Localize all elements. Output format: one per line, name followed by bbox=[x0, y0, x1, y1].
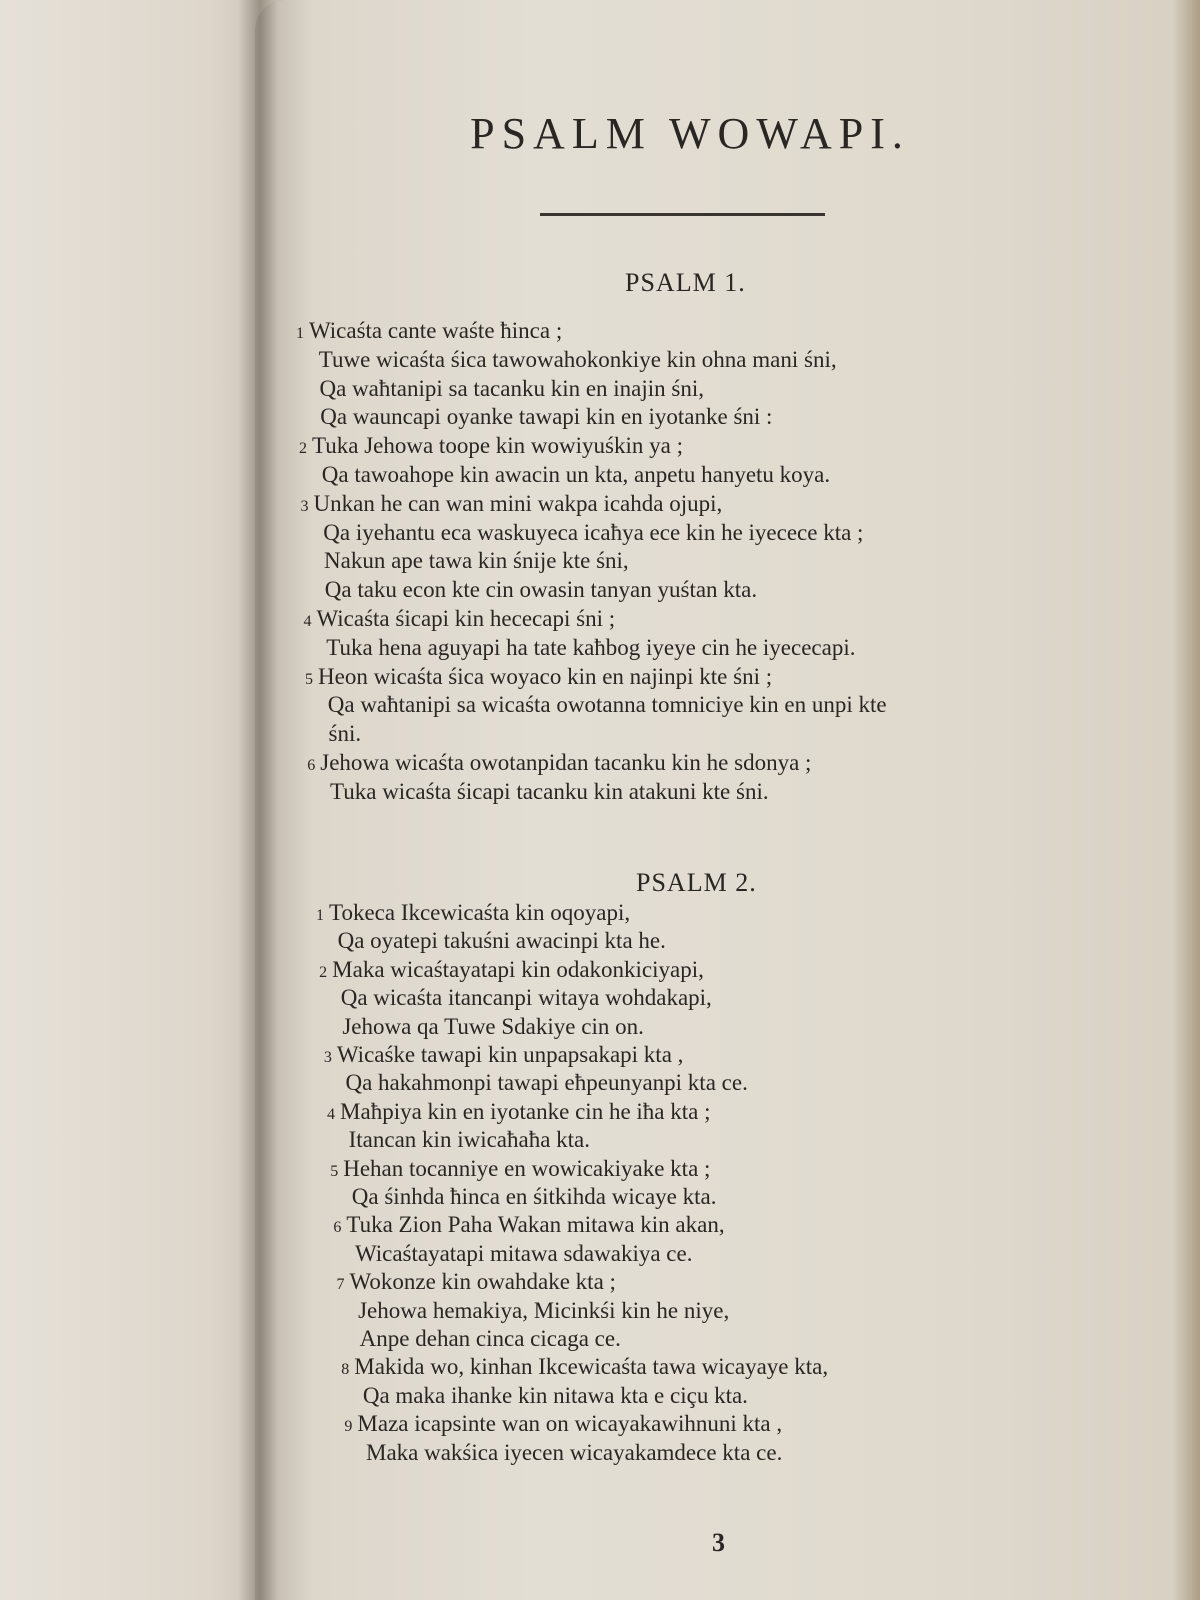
verse-text: Qa hakahmonpi tawapi eħpeunyanpi kta ce. bbox=[345, 1070, 748, 1096]
verse-text: Wicaśta cante waśte ħinca ; bbox=[309, 318, 563, 343]
verse-text: Jehowa hemakiya, Micinkśi kin he niye, bbox=[358, 1297, 730, 1323]
verse-text: Anpe dehan cinca cicaga ce. bbox=[359, 1326, 621, 1351]
verse-line bbox=[319, 957, 704, 986]
title-rule bbox=[540, 213, 825, 216]
book-title: PSALM WOWAPI. bbox=[470, 109, 910, 158]
verse-number: 2 bbox=[299, 440, 307, 458]
verse-text: Tuka wicaśta śicapi tacanku kin atakuni kte śni. bbox=[330, 778, 769, 804]
verse-text: Tuka hena aguyapi ha tate kaħbog iyeye cin he iyececapi. bbox=[326, 634, 856, 660]
verse-text: Tuwe wicaśta śica tawowahokonkiye kin ohna mani śni, bbox=[318, 346, 837, 372]
verse-line bbox=[358, 1298, 729, 1324]
verse-line bbox=[299, 433, 683, 462]
verse-number: 5 bbox=[330, 1162, 339, 1180]
verse-line bbox=[363, 1383, 748, 1409]
verse-text: Heon wicaśta śica woyaco kin en najinpi kte śni ; bbox=[318, 663, 773, 689]
verse-line bbox=[330, 1156, 710, 1185]
verse-text: Tokeca Ikcewicaśta kin oqoyapi, bbox=[329, 900, 631, 925]
verse-text: Makida wo, kinhan Ikcewicaśta tawa wicayaye kta, bbox=[354, 1354, 829, 1380]
verse-line bbox=[301, 491, 723, 520]
verse-line bbox=[305, 664, 772, 693]
verse-text: Qa wicaśta itancanpi witaya wohdakapi, bbox=[340, 985, 712, 1011]
verse-text: Qa wauncapi oyanke tawapi kin en iyotanke śni : bbox=[320, 404, 773, 430]
verse-line bbox=[322, 462, 830, 488]
verse-line bbox=[324, 1042, 684, 1071]
verse-line bbox=[323, 520, 863, 546]
verse-line bbox=[333, 1212, 724, 1241]
verse-text: Hehan tocanniye en wowicakiyake kta ; bbox=[343, 1155, 711, 1181]
verse-line bbox=[326, 635, 855, 661]
verse-number: 7 bbox=[336, 1276, 345, 1294]
verse-text: Maza icapsinte wan on wicayakawihnuni kta , bbox=[357, 1411, 783, 1437]
verse-line bbox=[324, 548, 629, 574]
verse-number: 1 bbox=[316, 907, 324, 924]
verse-number: 8 bbox=[341, 1361, 350, 1379]
verse-line bbox=[316, 900, 630, 929]
verse-number: 4 bbox=[303, 613, 312, 630]
verse-number: 1 bbox=[296, 325, 304, 342]
verse-line bbox=[329, 721, 362, 747]
verse-text: Maka wicaśtayatapi kin odakonkiciyapi, bbox=[332, 956, 704, 982]
verse-text: Qa maka ihanke kin nitawa kta e ciçu kta. bbox=[362, 1382, 748, 1408]
verse-text: Nakun ape tawa kin śnije kte śni, bbox=[324, 548, 629, 574]
verse-line bbox=[349, 1127, 590, 1153]
verse-line bbox=[345, 1070, 747, 1096]
verse-line bbox=[307, 750, 811, 779]
verse-text: Jehowa wicaśta owotanpidan tacanku kin he sdonya ; bbox=[320, 750, 812, 775]
verse-line bbox=[304, 606, 616, 635]
page-edge bbox=[1172, 0, 1200, 1600]
psalm-1-heading: PSALM 1. bbox=[625, 268, 746, 297]
book-gutter bbox=[238, 0, 278, 1600]
verse-text: Maħpiya kin en iyotanke cin he iħa kta ; bbox=[340, 1098, 711, 1124]
verse-line bbox=[320, 376, 705, 402]
verse-number: 6 bbox=[333, 1219, 342, 1237]
verse-line bbox=[341, 985, 712, 1011]
verse-text: śni. bbox=[328, 721, 362, 747]
page-number: 3 bbox=[712, 1528, 725, 1557]
verse-line bbox=[320, 404, 772, 430]
verse-line bbox=[360, 1326, 621, 1352]
verse-line bbox=[328, 692, 887, 718]
verse-line bbox=[325, 577, 757, 603]
verse-line bbox=[337, 1269, 616, 1298]
verse-line bbox=[344, 1411, 782, 1440]
verse-text: Qa oyatepi takuśni awacinpi kta he. bbox=[337, 928, 666, 954]
verse-number: 3 bbox=[300, 497, 309, 515]
verse-number: 3 bbox=[323, 1049, 332, 1066]
verse-text: Qa waħtanipi sa wicaśta owotanna tomniciye kin en unpi kte bbox=[327, 692, 887, 718]
verse-line bbox=[352, 1184, 717, 1210]
verse-line bbox=[355, 1241, 693, 1267]
verse-number: 2 bbox=[319, 963, 328, 981]
verse-line bbox=[341, 1354, 828, 1383]
verse-text: Wicaśta śicapi kin hececapi śni ; bbox=[316, 606, 616, 631]
verse-text: Unkan he can wan mini wakpa icahda ojupi, bbox=[313, 490, 723, 516]
verse-text: Wicaśke tawapi kin unpapsakapi kta , bbox=[336, 1042, 684, 1067]
verse-line bbox=[330, 779, 769, 805]
verse-text: Maka wakśica iyecen wicayakamdece kta ce. bbox=[366, 1439, 783, 1465]
verse-line bbox=[338, 928, 666, 954]
verse-text: Qa waħtanipi sa tacanku kin en inajin śni, bbox=[319, 375, 705, 401]
verse-line bbox=[366, 1440, 782, 1466]
verse-text: Qa śinhda ħinca en śitkihda wicaye kta. bbox=[351, 1184, 717, 1209]
verse-number: 9 bbox=[344, 1418, 353, 1436]
verse-number: 6 bbox=[307, 757, 316, 774]
verse-number: 5 bbox=[305, 670, 313, 688]
verse-number: 4 bbox=[327, 1105, 336, 1123]
verse-text: Qa iyehantu eca waskuyeca icaħya ece kin he iyecece kta ; bbox=[323, 519, 864, 545]
verse-text: Qa taku econ kte cin owasin tanyan yuśtan kta. bbox=[324, 577, 758, 603]
verse-line bbox=[327, 1099, 710, 1128]
verse-text: Tuka Zion Paha Wakan mitawa kin akan, bbox=[346, 1212, 725, 1238]
verse-text: Qa tawoahope kin awacin un kta, anpetu hanyetu koya. bbox=[321, 462, 831, 487]
verse-line bbox=[296, 318, 562, 347]
psalm-2-heading: PSALM 2. bbox=[636, 868, 757, 897]
verse-text: Wokonze kin owahdake kta ; bbox=[349, 1269, 616, 1295]
verse-text: Wicaśtayatapi mitawa sdawakiya ce. bbox=[354, 1240, 693, 1266]
verse-text: Tuka Jehowa toope kin wowiyuśkin ya ; bbox=[312, 433, 683, 459]
verse-text: Jehowa qa Tuwe Sdakiye cin on. bbox=[342, 1013, 644, 1039]
verse-line bbox=[342, 1014, 644, 1040]
verse-text: Itancan kin iwicaħaħa kta. bbox=[348, 1127, 591, 1153]
verse-line bbox=[319, 347, 837, 373]
